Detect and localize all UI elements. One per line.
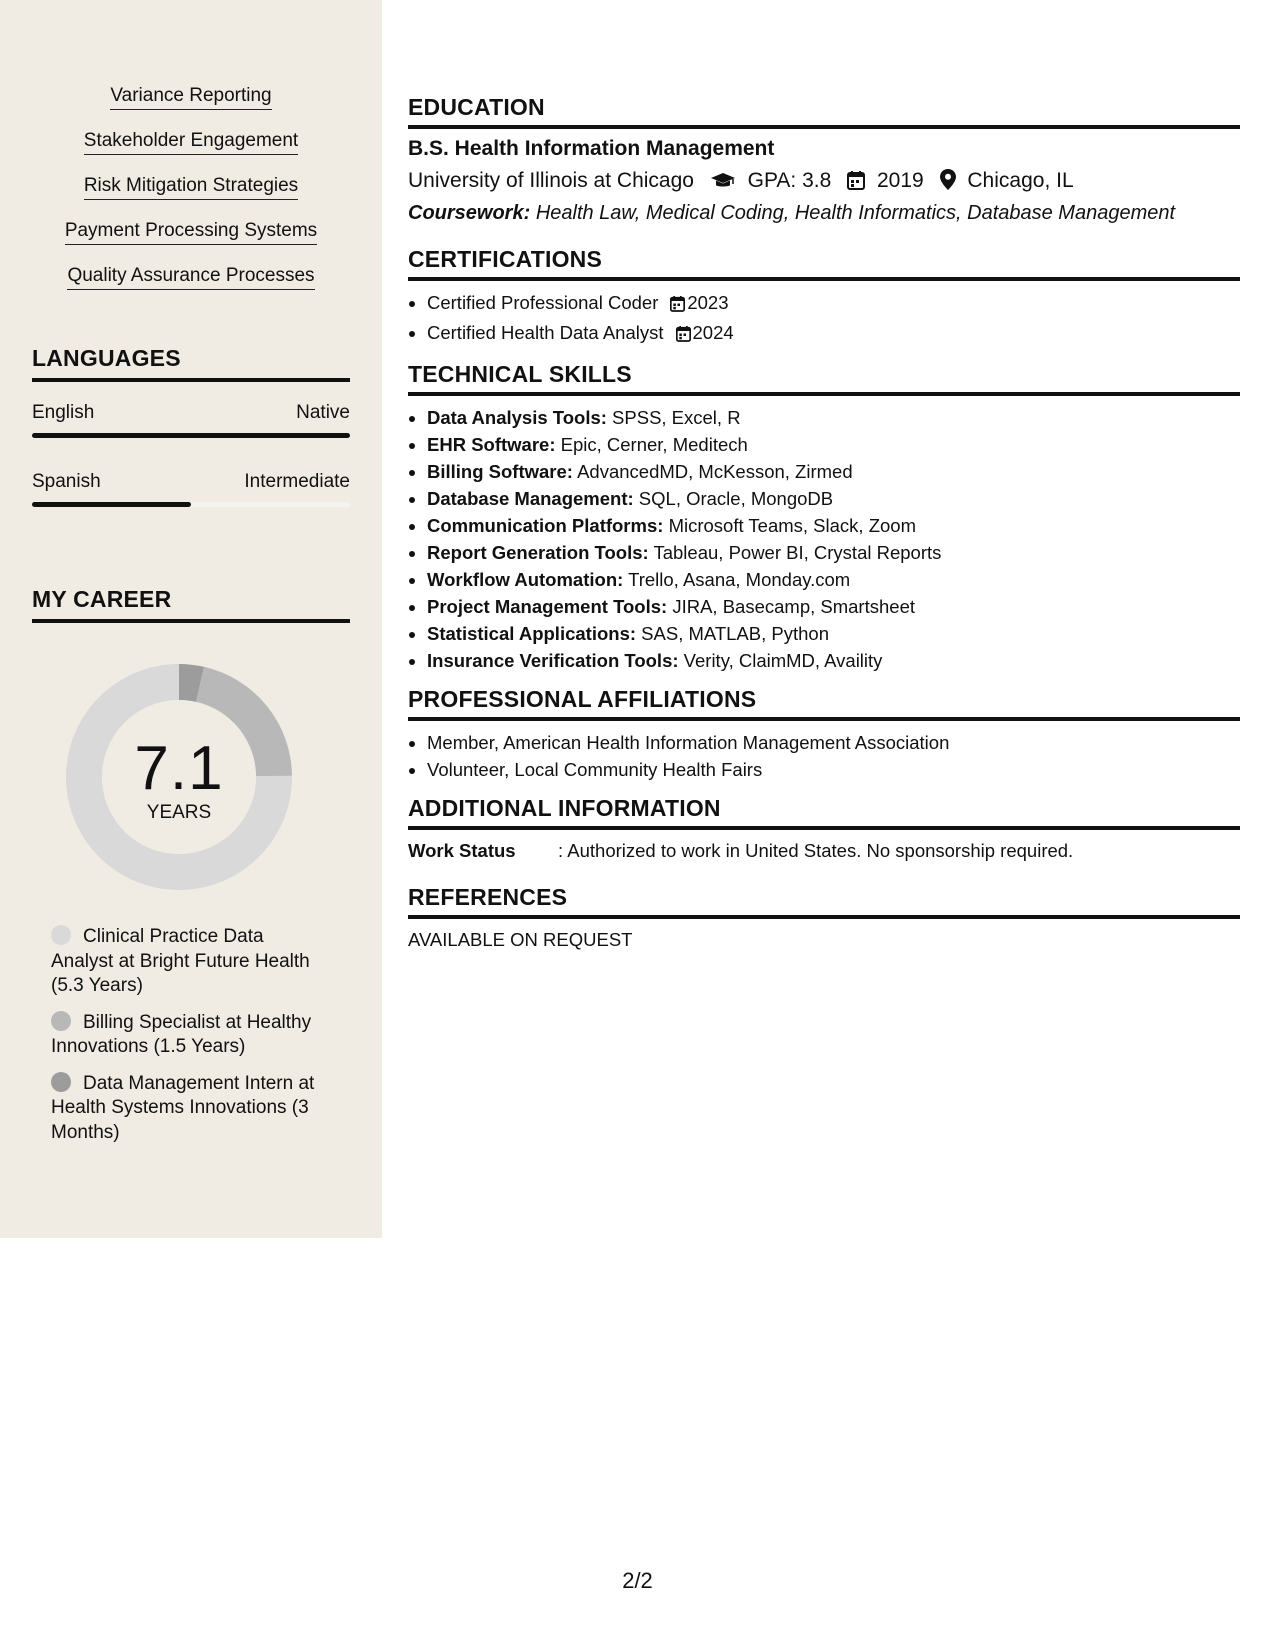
skill-label: Workflow Automation: (427, 569, 624, 590)
references-heading: REFERENCES (408, 884, 1240, 919)
work-status-row (408, 838, 1240, 864)
page-number: 2/2 (622, 1568, 653, 1593)
skill-item: Stakeholder Engagement (84, 129, 298, 155)
technical-skill-item (427, 593, 1240, 620)
career-item-text: Data Management Intern at Health Systems Innovations (3 Months) (51, 1072, 315, 1143)
languages-heading: LANGUAGES (32, 345, 350, 382)
skill-value: SAS, MATLAB, Python (641, 623, 829, 644)
career-item-text: Clinical Practice Data Analyst at Bright Future Health (5.3 Years) (51, 926, 310, 996)
career-legend-item (51, 1011, 321, 1060)
technical-skill-item (427, 404, 1240, 431)
sidebar (0, 0, 382, 1238)
language-bar-fill (32, 433, 350, 438)
technical-skill-item (427, 512, 1240, 539)
work-status-label: Work Status (408, 840, 516, 861)
legend-dot-icon (51, 1072, 71, 1092)
location-pin-icon (940, 169, 956, 198)
skill-value: Epic, Cerner, Meditech (560, 434, 748, 455)
graduation-cap-icon (710, 170, 736, 198)
skill-value: SPSS, Excel, R (612, 407, 741, 428)
skill-value: Verity, ClaimMD, Availity (683, 650, 883, 671)
skill-label: Insurance Verification Tools: (427, 650, 679, 671)
skill-item: Variance Reporting (110, 84, 271, 110)
language-row-english (32, 402, 350, 424)
certification-name: Certified Professional Coder (427, 292, 659, 313)
references-text: AVAILABLE ON REQUEST (408, 929, 633, 950)
skill-label: Data Analysis Tools: (427, 407, 607, 428)
certification-item (427, 289, 1240, 319)
certification-year: 2024 (692, 322, 734, 343)
technical-skill-item (427, 566, 1240, 593)
calendar-icon (847, 170, 865, 198)
degree-title: B.S. Health Information Management (408, 137, 775, 160)
certifications-heading: CERTIFICATIONS (408, 246, 1240, 281)
language-level: Intermediate (244, 471, 350, 492)
education-heading: EDUCATION (408, 94, 1240, 129)
coursework-list: Health Law, Medical Coding, Health Informatics, Database Management (535, 202, 1176, 224)
certification-year: 2023 (687, 292, 729, 313)
language-name: English (32, 402, 95, 423)
technical-skills-list (408, 404, 1240, 674)
skill-item: Risk Mitigation Strategies (84, 174, 298, 200)
language-name: Spanish (32, 471, 101, 492)
affiliations-heading: PROFESSIONAL AFFILIATIONS (408, 686, 1240, 721)
certification-item (427, 319, 1240, 349)
technical-skill-item (427, 647, 1240, 674)
career-heading: MY CAREER (32, 586, 350, 623)
career-item-text: Billing Specialist at Healthy Innovations (1.5 Years) (51, 1011, 312, 1057)
technical-skill-item (427, 620, 1240, 647)
language-level: Native (296, 402, 350, 423)
skill-label: Billing Software: (427, 461, 573, 482)
technical-skill-item (427, 485, 1240, 512)
affiliation-item: • Member, American Health Information Management Association (427, 729, 1240, 756)
skill-label: EHR Software: (427, 434, 556, 455)
skill-label: Communication Platforms: (427, 515, 664, 536)
calendar-icon (676, 322, 691, 349)
school-name: University of Illinois at Chicago (408, 169, 694, 192)
affiliation-item: • Volunteer, Local Community Health Fairs (427, 756, 1240, 783)
language-row-spanish (32, 471, 350, 493)
graduation-year: 2019 (876, 169, 924, 192)
skill-value: SQL, Oracle, MongoDB (638, 488, 834, 509)
skill-item: Quality Assurance Processes (67, 264, 314, 290)
skill-value: Microsoft Teams, Slack, Zoom (668, 515, 916, 536)
certifications-list (408, 289, 1240, 349)
certification-name: Certified Health Data Analyst (427, 322, 664, 343)
technical-skills-heading: TECHNICAL SKILLS (408, 361, 1240, 396)
skill-label: Project Management Tools: (427, 596, 668, 617)
skill-value: Trello, Asana, Monday.com (628, 569, 851, 590)
skill-label: Statistical Applications: (427, 623, 637, 644)
career-legend-item (51, 925, 321, 999)
skill-value: Tableau, Power BI, Crystal Reports (653, 542, 942, 563)
skill-label: Report Generation Tools: (427, 542, 649, 563)
legend-dot-icon (51, 1011, 71, 1031)
technical-skill-item (427, 458, 1240, 485)
technical-skill-item (427, 431, 1240, 458)
skill-label: Database Management: (427, 488, 634, 509)
career-total-value: 7.1 (134, 734, 224, 803)
technical-skill-item (427, 539, 1240, 566)
coursework (408, 198, 1240, 228)
calendar-icon (670, 292, 685, 319)
main-content (408, 94, 1240, 953)
coursework-label: Coursework: (408, 202, 531, 224)
career-legend-item (51, 1072, 321, 1146)
career-total-unit: YEARS (146, 802, 212, 823)
school-location: Chicago, IL (967, 169, 1074, 192)
career-legend (51, 925, 321, 1157)
skill-value: JIRA, Basecamp, Smartsheet (672, 596, 915, 617)
education-details (408, 167, 1240, 198)
language-bar-fill (32, 502, 191, 507)
skills-list (0, 84, 382, 309)
donut-center (66, 734, 292, 824)
career-donut-chart (66, 664, 292, 890)
language-bar-english (32, 433, 350, 438)
legend-dot-icon (51, 925, 71, 945)
gpa: GPA: 3.8 (747, 169, 832, 192)
language-bar-spanish (32, 502, 350, 507)
skill-item: Payment Processing Systems (65, 219, 317, 245)
additional-info-heading: ADDITIONAL INFORMATION (408, 795, 1240, 830)
affiliations-list (408, 729, 1240, 783)
skill-value: AdvancedMD, McKesson, Zirmed (577, 461, 853, 482)
work-status-value: : Authorized to work in United States. No sponsorship required. (558, 840, 1074, 861)
